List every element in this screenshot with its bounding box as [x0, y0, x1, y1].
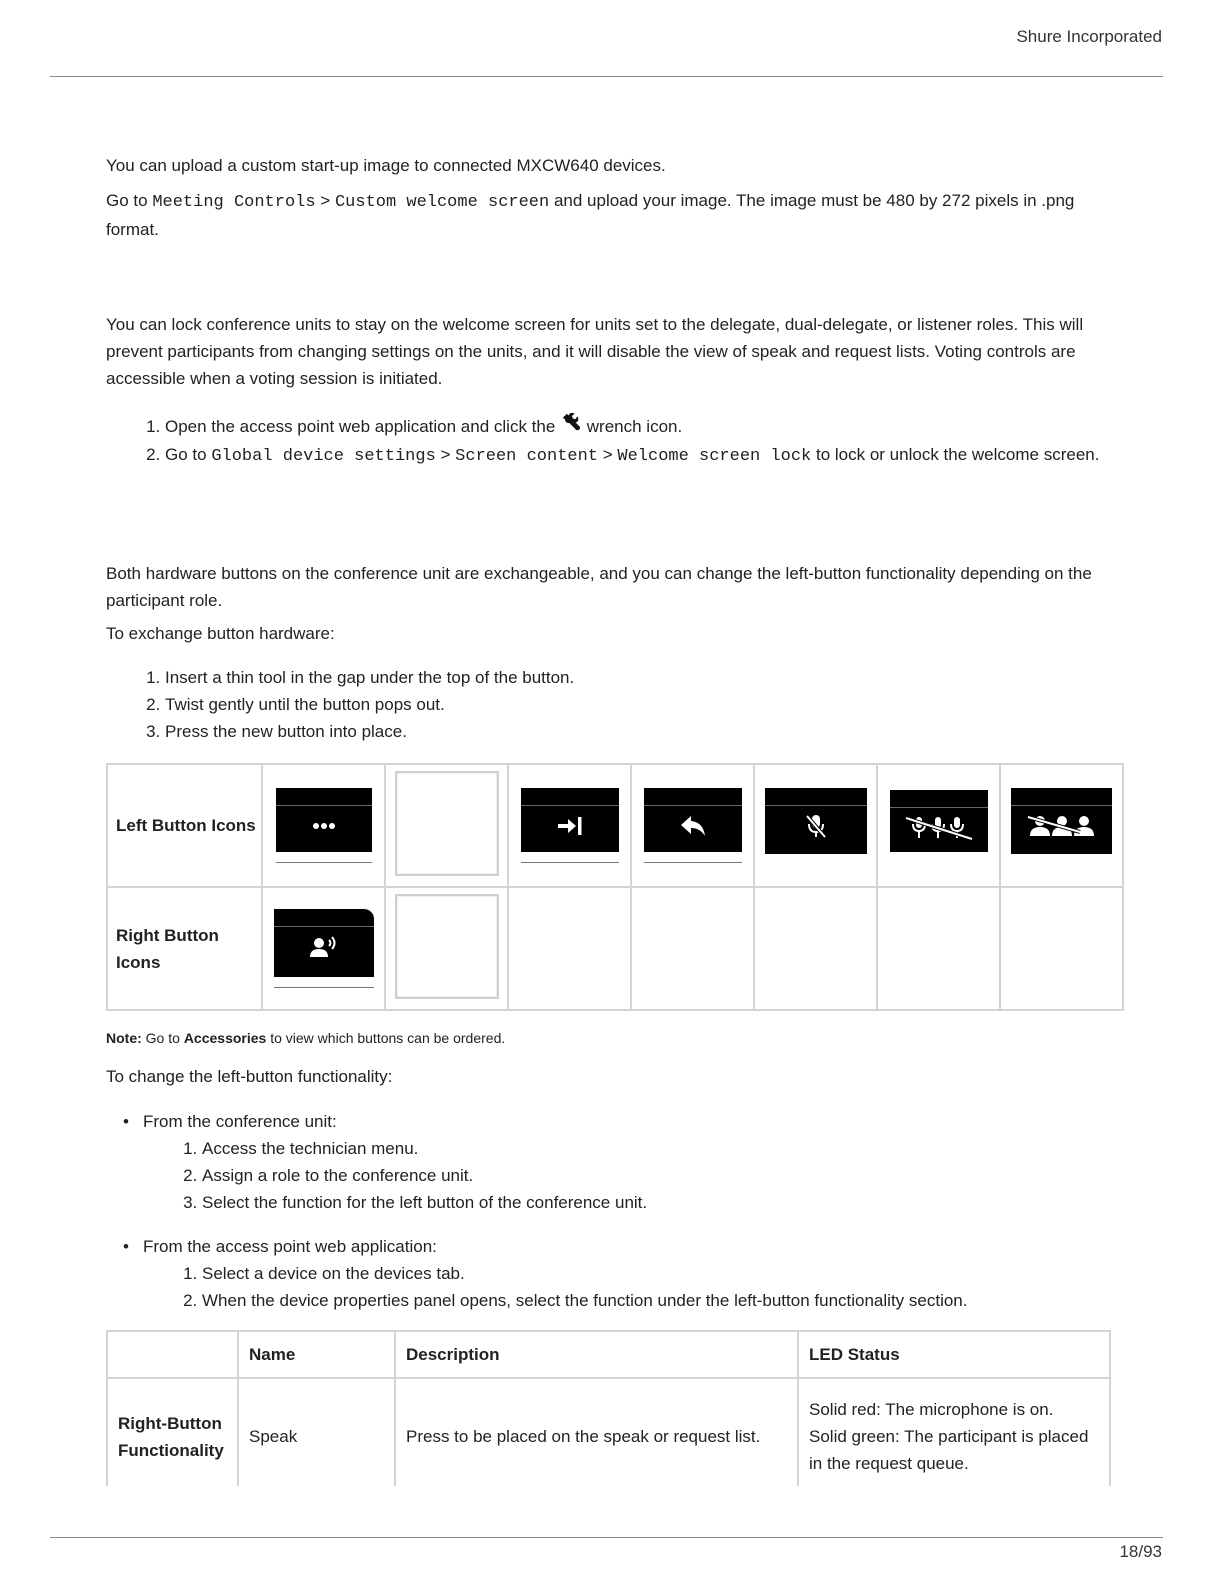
- led-status-green: Solid green: The participant is placed in the request queue.: [809, 1427, 1089, 1473]
- skip-icon: [521, 788, 619, 852]
- table-cell: [754, 764, 877, 887]
- step1-suffix: wrench icon.: [586, 417, 683, 436]
- mic-mute-icon: [765, 788, 867, 854]
- table-cell: [1000, 764, 1123, 887]
- change-title: To change the left-button functionality:: [106, 1067, 393, 1086]
- left-button-icons-label: Left Button Icons: [107, 764, 262, 887]
- startup-instr-prefix: Go to: [106, 191, 148, 210]
- list-item: 3. Press the new button into place.: [165, 718, 1105, 745]
- list-item: 1. Insert a thin tool in the gap under the top of the button.: [165, 664, 1105, 691]
- table-row: [107, 1378, 1110, 1495]
- header-led-status: LED Status: [798, 1331, 1110, 1378]
- accessories-link[interactable]: Accessories: [183, 1030, 267, 1046]
- table-row: [107, 764, 1123, 887]
- from-unit-label: From the conference unit:: [143, 1112, 337, 1131]
- step1-prefix: Open the access point web application and click the: [165, 417, 556, 436]
- table-cell: [1000, 887, 1123, 1010]
- buttons-intro: Both hardware buttons on the conference unit are exchangeable, and you can change the left-button functionality depending on the participant role.: [106, 564, 1092, 610]
- table-cell: [631, 764, 754, 887]
- step2-prefix: Go to: [165, 445, 207, 464]
- list-item: [106, 1108, 1106, 1135]
- header-rule: [50, 76, 1163, 77]
- page-number: 18/93: [1119, 1542, 1162, 1561]
- list-item: 1. Select a device on the devices tab.: [202, 1260, 1106, 1287]
- exchange-steps: [106, 664, 1105, 745]
- path-separator: >: [320, 191, 331, 210]
- exchange-title: To exchange button hardware:: [106, 624, 335, 643]
- function-table: [106, 1330, 1111, 1496]
- header-name: Name: [238, 1331, 395, 1378]
- welcome-lock-intro: You can lock conference units to stay on the welcome screen for units set to the delegate, dual-delegate, or listener roles. This will prevent participants from changing settings on the units, and it will disable the view of speak and request lists. Voting controls are accessible when a voting session is initiated.: [106, 315, 1084, 388]
- step2-suffix: to lock or unlock the welcome screen.: [815, 445, 1100, 464]
- list-item: 2. Twist gently until the button pops out.: [165, 691, 1105, 718]
- speak-request-icon: [274, 909, 374, 977]
- row-description: Press to be placed on the speak or request list.: [395, 1378, 798, 1495]
- reply-icon: [644, 788, 742, 852]
- table-row: [107, 887, 1123, 1010]
- row-name: Speak: [238, 1378, 395, 1495]
- table-cell: [631, 887, 754, 1010]
- header-description: Description: [395, 1331, 798, 1378]
- table-cell: [262, 764, 385, 887]
- from-web-label: From the access point web application:: [143, 1237, 437, 1256]
- list-item: [165, 411, 1105, 441]
- startup-instr-suffix: and upload your image. The image must be 480 by 272 pixels in .png format.: [106, 191, 1075, 239]
- page-cutoff: [0, 1486, 1224, 1516]
- web-steps: [106, 1260, 1106, 1314]
- row-led-status: [798, 1378, 1110, 1495]
- table-cell: [508, 887, 631, 1010]
- table-cell: [262, 887, 385, 1010]
- path-separator: >: [440, 445, 451, 464]
- table-cell: [754, 887, 877, 1010]
- note-prefix: Go to: [145, 1030, 180, 1046]
- path-screen-content: Screen content: [455, 447, 598, 466]
- table-cell: [877, 887, 1000, 1010]
- table-cell: [508, 764, 631, 887]
- button-icons-table: [106, 763, 1124, 1011]
- from-unit-block: [106, 1108, 1106, 1216]
- blank-button: [395, 894, 499, 999]
- unit-steps: [106, 1135, 1106, 1216]
- row-category: Right-Button Functionality: [107, 1378, 238, 1495]
- note-suffix: to view which buttons can be ordered.: [270, 1030, 506, 1046]
- path-welcome-screen-lock: Welcome screen lock: [617, 447, 812, 466]
- note-label: Note:: [106, 1030, 142, 1046]
- path-meeting-controls: Meeting Controls: [152, 193, 316, 212]
- table-cell: [385, 887, 508, 1010]
- welcome-lock-steps: [106, 411, 1105, 470]
- path-global-device-settings: Global device settings: [211, 447, 436, 466]
- right-button-icons-label: Right Button Icons: [107, 887, 262, 1010]
- more-icon: [276, 788, 372, 852]
- list-item: 3. Select the function for the left button of the conference unit.: [202, 1189, 1106, 1216]
- led-status-red: Solid red: The microphone is on.: [809, 1400, 1054, 1419]
- blank-button: [395, 771, 499, 876]
- list-item: 2. Assign a role to the conference unit.: [202, 1162, 1106, 1189]
- table-cell: [877, 764, 1000, 887]
- startup-intro: You can upload a custom start-up image to connected MXCW640 devices.: [106, 156, 666, 175]
- header-company: Shure Incorporated: [1016, 27, 1162, 46]
- table-header-row: [107, 1331, 1110, 1378]
- mute-all-people-icon: [1011, 788, 1112, 854]
- list-item: [165, 441, 1105, 470]
- list-item: [106, 1233, 1106, 1260]
- mute-all-mics-icon: [890, 790, 988, 852]
- note: [106, 1030, 505, 1046]
- from-web-block: [106, 1233, 1106, 1314]
- footer-rule: [50, 1537, 1163, 1538]
- path-separator: >: [602, 445, 613, 464]
- bullet-icon: •: [123, 1112, 129, 1131]
- list-item: 2. When the device properties panel opens, select the function under the left-button functionality section.: [202, 1287, 1106, 1314]
- list-item: 1. Access the technician menu.: [202, 1135, 1106, 1162]
- wrench-icon: [560, 411, 582, 441]
- path-custom-welcome-screen: Custom welcome screen: [334, 193, 550, 212]
- startup-instruction: [106, 187, 1106, 243]
- header-empty: [107, 1331, 238, 1378]
- bullet-icon: •: [123, 1237, 129, 1256]
- table-cell: [385, 764, 508, 887]
